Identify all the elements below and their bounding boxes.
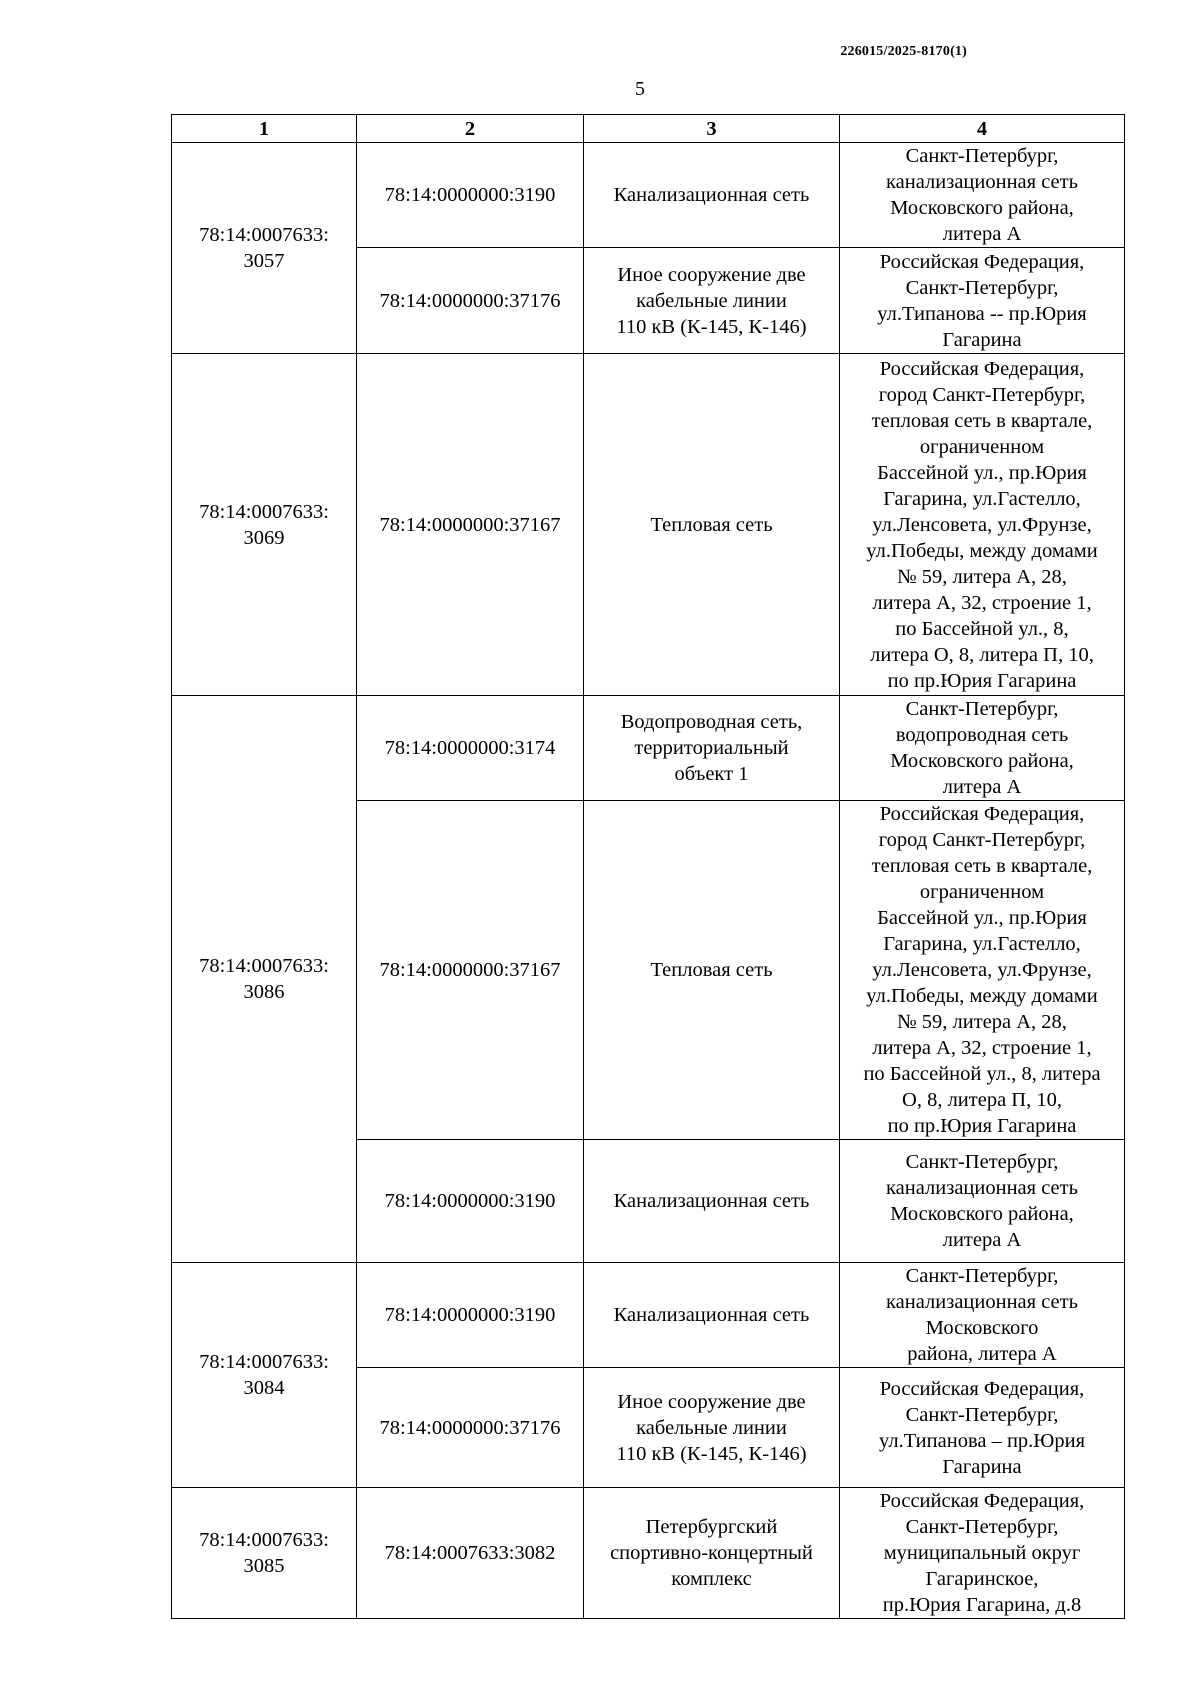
table-row — [172, 354, 1125, 696]
table-row — [172, 1263, 1125, 1368]
object-name-cell: Петербургский спортивно-концертный комплекс — [584, 1488, 840, 1619]
address-cell: Российская Федерация, город Санкт-Петербург, тепловая сеть в квартале, ограниченном Бассейной ул., пр.Юрия Гагарина, ул.Гастелло, ул.Ленсовета, ул.Фрунзе, ул.Победы, между домами № 59, литера А, 28, литера А, 32, строение 1, по Бассейной ул., 8, литера О, 8, литера П, 10, по пр.Юрия Гагарина — [840, 801, 1125, 1140]
cadastral-objects-table — [171, 114, 1125, 1619]
address-cell: Российская Федерация, Санкт-Петербург, муниципальный округ Гагаринское, пр.Юрия Гагарина, д.8 — [840, 1488, 1125, 1619]
table-row — [172, 143, 1125, 248]
cadastral-number-cell: 78:14:0000000:3190 — [357, 1140, 584, 1263]
cadastral-number-cell: 78:14:0000000:37167 — [357, 354, 584, 696]
cadastral-number-cell: 78:14:0000000:3174 — [357, 696, 584, 801]
cadastral-number-cell: 78:14:0000000:3190 — [357, 143, 584, 248]
cadastral-number-cell: 78:14:0000000:37167 — [357, 801, 584, 1140]
address-cell: Санкт-Петербург, канализационная сеть Московского района, литера А — [840, 1263, 1125, 1368]
document-registration-number: 226015/2025-8170(1) — [840, 44, 967, 59]
address-cell: Санкт-Петербург, канализационная сеть Московского района, литера А — [840, 143, 1125, 248]
object-name-cell: Тепловая сеть — [584, 354, 840, 696]
object-name-cell: Иное сооружение две кабельные линии 110 кВ (К-145, К-146) — [584, 248, 840, 354]
address-cell: Санкт-Петербург, канализационная сеть Московского района, литера А — [840, 1140, 1125, 1263]
land-plot-cell: 78:14:0007633: 3069 — [172, 354, 357, 696]
cadastral-number-cell: 78:14:0007633:3082 — [357, 1488, 584, 1619]
object-name-cell: Тепловая сеть — [584, 801, 840, 1140]
object-name-cell: Канализационная сеть — [584, 1263, 840, 1368]
cadastral-number-cell: 78:14:0000000:3190 — [357, 1263, 584, 1368]
land-plot-cell: 78:14:0007633: 3057 — [172, 143, 357, 354]
column-header: 3 — [584, 115, 840, 143]
object-name-cell: Канализационная сеть — [584, 1140, 840, 1263]
address-cell: Российская Федерация, Санкт-Петербург, ул.Типанова – пр.Юрия Гагарина — [840, 1368, 1125, 1488]
object-name-cell: Канализационная сеть — [584, 143, 840, 248]
address-cell: Российская Федерация, Санкт-Петербург, ул.Типанова -- пр.Юрия Гагарина — [840, 248, 1125, 354]
column-header: 4 — [840, 115, 1125, 143]
page-number: 5 — [635, 78, 645, 100]
land-plot-cell: 78:14:0007633: 3084 — [172, 1263, 357, 1488]
land-plot-cell: 78:14:0007633: 3086 — [172, 696, 357, 1263]
address-cell: Российская Федерация, город Санкт-Петербург, тепловая сеть в квартале, ограниченном Бассейной ул., пр.Юрия Гагарина, ул.Гастелло, ул.Ленсовета, ул.Фрунзе, ул.Победы, между домами № 59, литера А, 28, литера А, 32, строение 1, по Бассейной ул., 8, литера О, 8, литера П, 10, по пр.Юрия Гагарина — [840, 354, 1125, 696]
address-cell: Санкт-Петербург, водопроводная сеть Московского района, литера А — [840, 696, 1125, 801]
cadastral-number-cell: 78:14:0000000:37176 — [357, 1368, 584, 1488]
table-header-row — [172, 115, 1125, 143]
object-name-cell: Водопроводная сеть, территориальный объект 1 — [584, 696, 840, 801]
land-plot-cell: 78:14:0007633: 3085 — [172, 1488, 357, 1619]
column-header: 1 — [172, 115, 357, 143]
object-name-cell: Иное сооружение две кабельные линии 110 кВ (К-145, К-146) — [584, 1368, 840, 1488]
table-row — [172, 696, 1125, 801]
table-row — [172, 1488, 1125, 1619]
column-header: 2 — [357, 115, 584, 143]
cadastral-number-cell: 78:14:0000000:37176 — [357, 248, 584, 354]
